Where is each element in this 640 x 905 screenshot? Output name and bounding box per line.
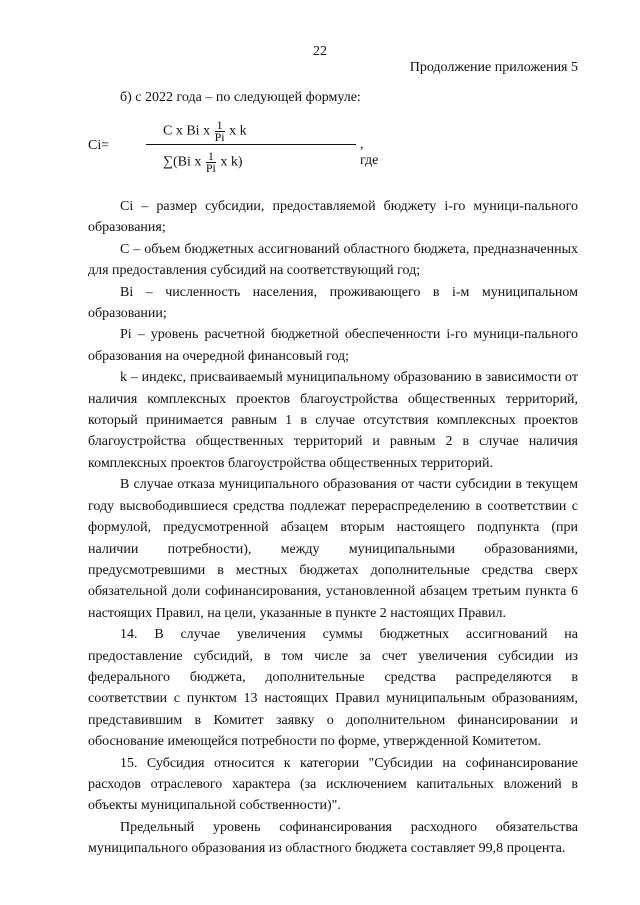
formula-numerator — [163, 120, 247, 143]
fraction-bottom: Pi — [214, 130, 225, 144]
paragraph-15: 15. Субсидия относится к категории "Субсидии на софинансирование расходов отраслевого характера (за исключением капитальных вложений в объекты муниципальной собственности)". — [88, 755, 578, 814]
appendix-header: Продолжение приложения 5 — [409, 60, 578, 75]
paragraph-14: 14. В случае увеличения суммы бюджетных ассигнований на предоставление субсидий, в том числе за счет увеличения субсидии из федерального бюджета, дополнительные средства распределяются в соответствии с пунктом 13 настоящих Правил муниципальным образованиям, представившим в Комитет заявку о дополнительном финансировании и обоснование имеющейся потребности по форме, утвержденной Комитетом. — [88, 627, 578, 750]
paragraph-ci: Ci – размер субсидии, предоставляемой бюджету i-го муници-пального образования; — [88, 199, 578, 236]
paragraph-cofinancing: Предельный уровень софинансирования расходного обязательства муниципального образования из областного бюджета составляет 99,8 процента. — [88, 819, 578, 857]
denominator-right: x k) — [220, 154, 243, 170]
formula-denominator — [163, 151, 243, 174]
numerator-right: x k — [229, 123, 247, 139]
page-number: 22 — [313, 44, 327, 59]
paragraph-c: C – объем бюджетных ассигнований областного бюджета, предназначенных для предоставления субсидий на соответствующий год; — [88, 241, 578, 279]
formula-intro: б) с 2022 года – по следующей формуле: — [120, 90, 361, 105]
formula-lhs: Ci= — [88, 138, 110, 153]
fraction-bar — [146, 144, 356, 145]
document-body — [88, 196, 578, 860]
subsidy-formula — [88, 118, 379, 186]
fraction-bottom: Pi — [205, 161, 216, 175]
numerator-fraction — [215, 120, 225, 143]
paragraph-bi: Bi – численность населения, проживающего в i-м муниципальном образовании; — [88, 284, 578, 322]
denominator-left: ∑(Bi x — [163, 154, 202, 170]
formula-suffix: , где — [360, 137, 379, 168]
paragraph-k: k – индекс, присваиваемый муниципальному образованию в зависимости от наличия комплексных проектов благоустройства общественных территорий, который принимается равным 1 в случае отсутствия комплексных проектов благоустройства общественных территорий и равным 2 в случае наличия комплексных проектов благоустройства общественных территорий. — [88, 370, 578, 471]
paragraph-pi: Pi – уровень расчетной бюджетной обеспеченности i-го муници-пального образования на очередной финансовый год; — [88, 327, 578, 364]
fraction-top: 1 — [206, 151, 216, 163]
fraction-top: 1 — [215, 120, 225, 132]
denominator-fraction — [206, 151, 216, 174]
numerator-left: C x Bi x — [163, 123, 211, 139]
paragraph-refusal: В случае отказа муниципального образования от части субсидии в текущем году высвободившиеся средства подлежат перераспределению в соответствии с формулой, предусмотренной абзацем вторым настоящего подпункта (при наличии потребности), между муниципальными образованиями, предусмотревшими в местных бюджетах дополнительные средства сверх обязательной доли софинансирования, установленной абзацем третьим пункта 6 настоящих Правил, на цели, указанные в пункте 2 настоящих Правил. — [88, 477, 578, 621]
